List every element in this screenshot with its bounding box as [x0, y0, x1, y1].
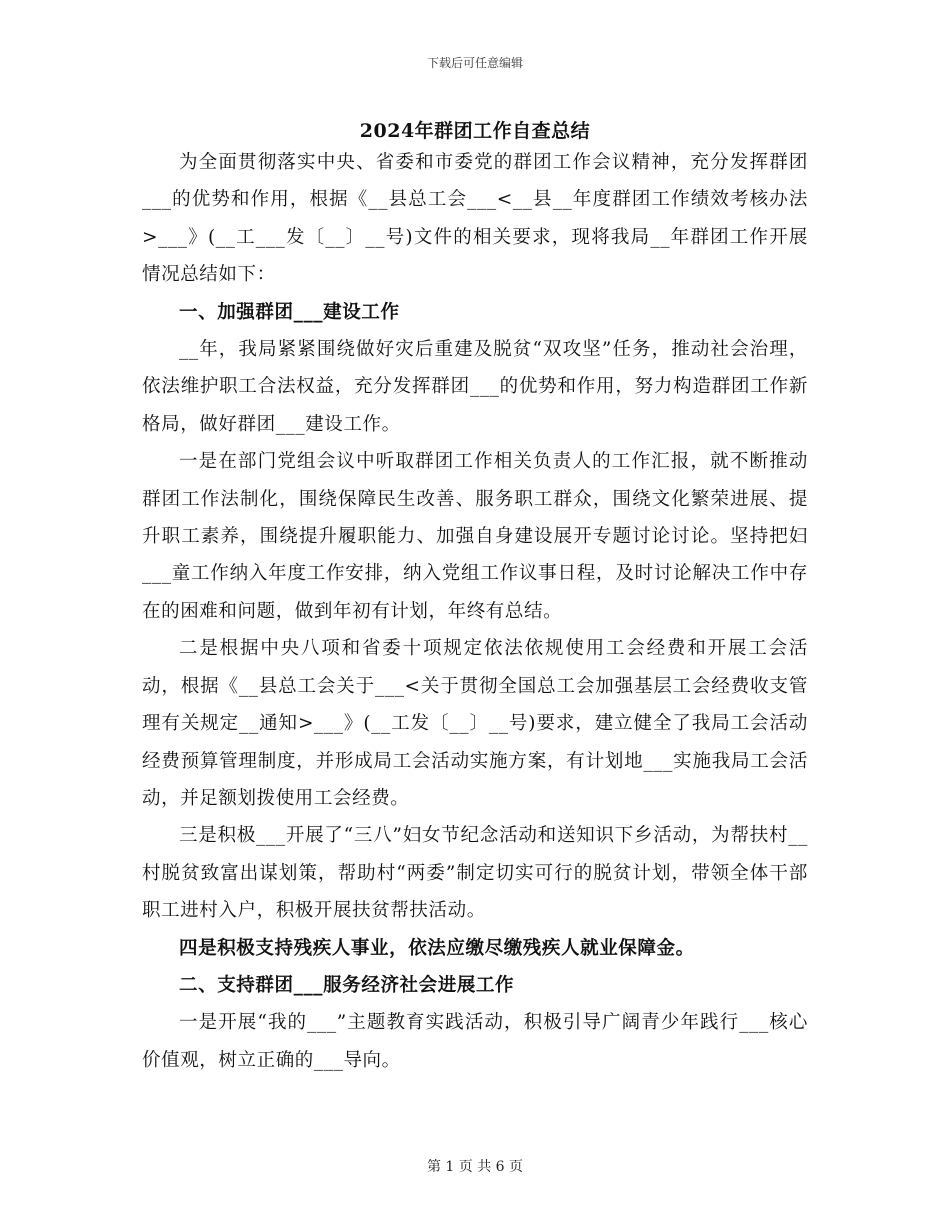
body-paragraph: 三是积极___开展了“三八”妇女节纪念活动和送知识下乡活动，为帮扶村__村脱贫致富出谋划策，帮助村“两委”制定切实可行的脱贫计划，带领全体干部职工进村入户，积极开展扶贫帮扶活动。: [142, 825, 808, 922]
body-paragraph: 一是开展“我的___”主题教育实践活动，积极引导广阔青少年践行___核心价值观，树立正确的___导向。: [142, 1012, 808, 1071]
body-paragraph: 二是根据中央八项和省委十项规定依法依规使用工会经费和开展工会活动，根据《__县总工会关于___<关于贯彻全国总工会加强基层工会经费收支管理有关规定__通知>___》(__工发〔__〕__号)要求，建立健全了我局工会活动经费预算管理制度，并形成局工会活动实施方案，有计划地___实施我局工会活动，并足额划拨使用工会经费。: [142, 638, 808, 809]
section-heading-1: 一、加强群团___建设工作: [179, 301, 400, 323]
section-heading-2: 二、支持群团___服务经济社会进展工作: [179, 974, 515, 996]
header-note: 下载后可任意编辑: [426, 56, 523, 70]
body-paragraph: 一是在部门党组会议中听取群团工作相关负责人的工作汇报，就不断推动群团工作法制化，围绕保障民生改善、服务职工群众，围绕文化繁荣进展、提升职工素养，围绕提升履职能力、加强自身建设展开专题讨论讨论。坚持把妇___童工作纳入年度工作安排，纳入党组工作议事日程，及时讨论解决工作中存在的困难和问题，做到年初有计划，年终有总结。: [142, 451, 808, 622]
body-paragraph: __年，我局紧紧围绕做好灾后重建及脱贫“双攻坚”任务，推动社会治理，依法维护职工合法权益，充分发挥群团___的优势和作用，努力构造群团工作新格局，做好群团___建设工作。: [142, 339, 808, 435]
intro-paragraph: 为全面贯彻落实中央、省委和市委党的群团工作会议精神，充分发挥群团___的优势和作用，根据《__县总工会___<__县__年度群团工作绩效考核办法>___》(__工___发〔__〕__号)文件的相关要求，现将我局__年群团工作开展情况总结如下：: [142, 152, 808, 286]
document-body: [142, 144, 808, 1079]
page-footer: 第 1 页 共 6 页: [426, 1159, 524, 1175]
bold-paragraph: 四是积极支持残疾人事业，依法应缴尽缴残疾人就业保障金。: [179, 937, 695, 959]
document-title: 2024年群团工作自查总结: [359, 120, 591, 142]
